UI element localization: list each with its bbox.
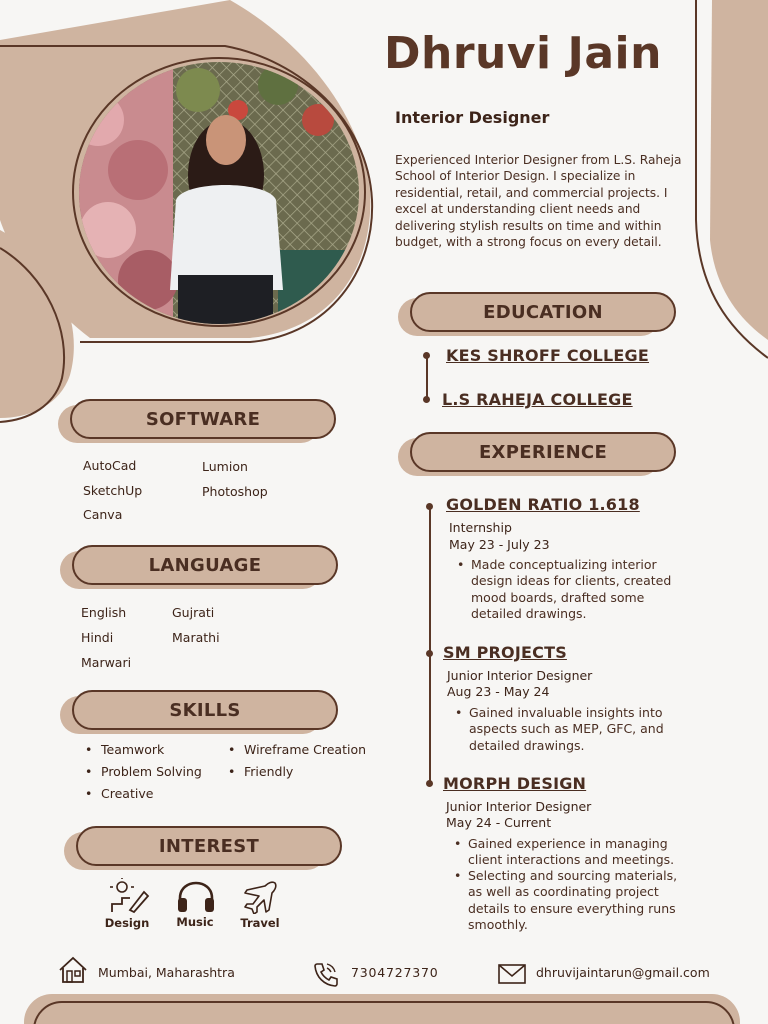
profile-photo <box>78 60 360 326</box>
software-item: Photoshop <box>202 484 268 499</box>
interest-label: Travel <box>240 916 280 930</box>
skill-item: • Teamwork <box>85 742 164 757</box>
software-heading <box>70 399 344 441</box>
interest-label: Music <box>176 915 214 929</box>
language-item: English <box>81 605 127 620</box>
timeline-line <box>426 355 428 400</box>
interest-heading-label: INTEREST <box>76 826 342 866</box>
skill-item: • Wireframe Creation <box>228 742 366 757</box>
experience-bullet: • Made conceptualizing interior design ideas for clients, created mood boards, drafted some detailed drawings. <box>471 557 691 623</box>
language-heading <box>72 545 346 587</box>
experience-dates: May 23 - July 23 <box>449 537 550 552</box>
skill-item: • Creative <box>85 786 153 801</box>
experience-company: GOLDEN RATIO 1.618 <box>446 495 640 514</box>
home-icon <box>58 956 88 984</box>
experience-title: Junior Interior Designer <box>446 799 592 814</box>
candidate-role: Interior Designer <box>395 108 550 127</box>
interest-heading <box>76 826 350 868</box>
experience-dates: Aug 23 - May 24 <box>447 684 550 699</box>
language-item: Marwari <box>81 655 132 670</box>
language-heading-label: LANGUAGE <box>72 545 338 585</box>
experience-heading <box>410 432 684 474</box>
headphones-icon <box>176 880 216 914</box>
experience-bullet: • Gained experience in managing client interactions and meetings. <box>468 836 693 869</box>
timeline-dot <box>426 780 433 787</box>
envelope-icon <box>498 964 526 984</box>
experience-bullet: • Selecting and sourcing materials, as well as coordinating project details to ensure everything runs smoothly. <box>468 868 693 934</box>
experience-title: Internship <box>449 520 512 535</box>
experience-bullet: • Gained invaluable insights into aspects such as MEP, GFC, and detailed drawings. <box>469 705 684 754</box>
phone-icon <box>312 961 338 987</box>
interest-label: Design <box>104 916 150 930</box>
candidate-name: Dhruvi Jain <box>384 28 662 79</box>
software-item: Canva <box>83 507 123 522</box>
education-item: KES SHROFF COLLEGE <box>446 346 650 365</box>
airplane-icon <box>242 880 278 914</box>
language-item: Hindi <box>81 630 114 645</box>
timeline-dot <box>426 503 433 510</box>
education-item: L.S RAHEJA COLLEGE <box>442 390 633 409</box>
software-item: AutoCad <box>83 458 137 473</box>
contact-phone: 7304727370 <box>351 965 439 980</box>
skill-item: • Friendly <box>228 764 293 779</box>
skills-heading-label: SKILLS <box>72 690 338 730</box>
experience-heading-label: EXPERIENCE <box>410 432 676 472</box>
profile-summary: Experienced Interior Designer from L.S. Raheja School of Interior Design. I specialize in residential, retail, and commercial projects. I excel at understanding client needs and delivering stylish results on time and within budget, with a strong focus on every detail. <box>395 153 682 250</box>
language-item: Gujrati <box>172 605 215 620</box>
education-heading-label: EDUCATION <box>410 292 676 332</box>
education-heading <box>410 292 684 334</box>
experience-title: Junior Interior Designer <box>447 668 593 683</box>
contact-location: Mumbai, Maharashtra <box>98 965 235 980</box>
experience-dates: May 24 - Current <box>446 815 552 830</box>
software-heading-label: SOFTWARE <box>70 399 336 439</box>
timeline-dot <box>423 396 430 403</box>
timeline-dot <box>426 650 433 657</box>
contact-email: dhruvijaintarun@gmail.com <box>536 965 710 980</box>
software-item: SketchUp <box>83 483 143 498</box>
design-icon <box>108 878 150 914</box>
experience-company: MORPH DESIGN <box>443 774 587 793</box>
skill-item: • Problem Solving <box>85 764 202 779</box>
experience-company: SM PROJECTS <box>443 643 567 662</box>
skills-heading <box>72 690 346 732</box>
software-item: Lumion <box>202 459 248 474</box>
timeline-line <box>429 507 431 783</box>
language-item: Marathi <box>172 630 220 645</box>
